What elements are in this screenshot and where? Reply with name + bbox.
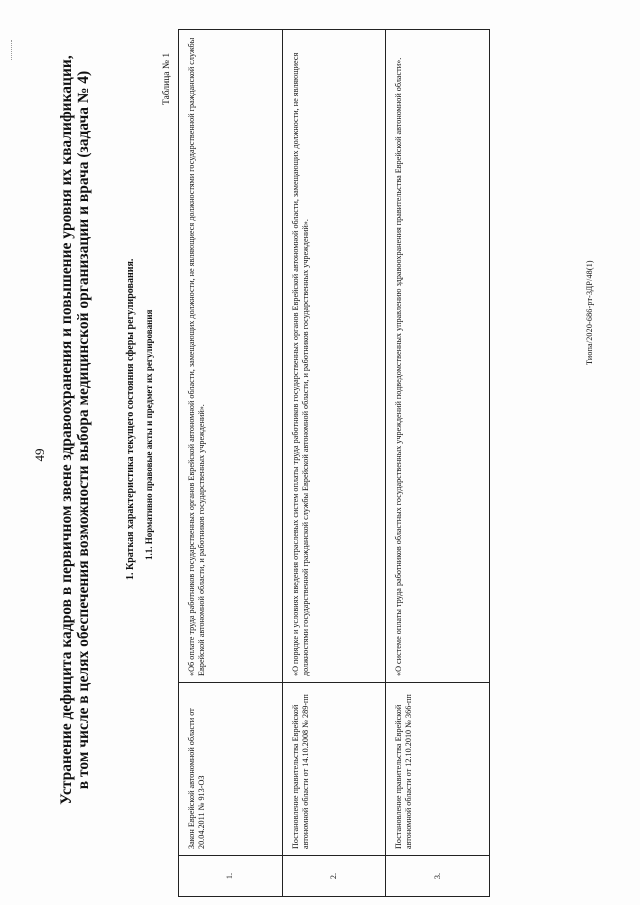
legal-act: Постановление правительства Еврейской автономной области от 12.10.2010 № 366-пп — [386, 683, 490, 856]
regulations-table — [178, 29, 490, 897]
subsection-heading: 1.1. Нормативно правовые акты и предмет их регулирования — [144, 309, 154, 560]
regulation-subject: «О порядке и условиях введения отраслевых систем оплаты труда работников государственных органов Еврейской автономной области, замещающих должности, не являющиеся должностями государственной гражданской службы Еврейской автономной области, и работников государственных учреждений». — [282, 30, 386, 683]
table-caption: Таблица № 1 — [162, 52, 172, 105]
table-row — [386, 30, 490, 897]
regulation-subject: «О системе оплаты труда работников областных государственных учреждений подведомственных управлению здравоохранения правительства Еврейской автономной области». — [386, 30, 490, 683]
row-number: 2. — [282, 856, 386, 897]
table-row — [282, 30, 386, 897]
section-heading: 1. Краткая характеристика текущего состояния сферы регулирования. — [125, 258, 136, 580]
regulation-subject: «Об оплате труда работников государственных органов Еврейской автономной области, замещающих должности, не являющиеся должностями государственной гражданской службы Еврейской автономной области, и работников государственных учреждений». — [179, 30, 283, 683]
table-row — [179, 30, 283, 897]
document-title: Устранение дефицита кадров в первичном звене здравоохранения и повышение уровня их квалификации, в том числе в целях обеспечения возможности выбора медицинской организации и врача (задача № 4) — [58, 55, 92, 805]
legal-act: Закон Еврейской автономной области от 20.04.2011 № 913-ОЗ — [179, 683, 283, 856]
row-number: 1. — [179, 856, 283, 897]
footer-code: Тиопа/2020-686-рт-ЗДР/48(1) — [585, 260, 594, 365]
legal-act: Постановление правительства Еврейской автономной области от 14.10.2008 № 289-пп — [282, 683, 386, 856]
page-number: 49 — [32, 448, 47, 462]
row-number: 3. — [386, 856, 490, 897]
